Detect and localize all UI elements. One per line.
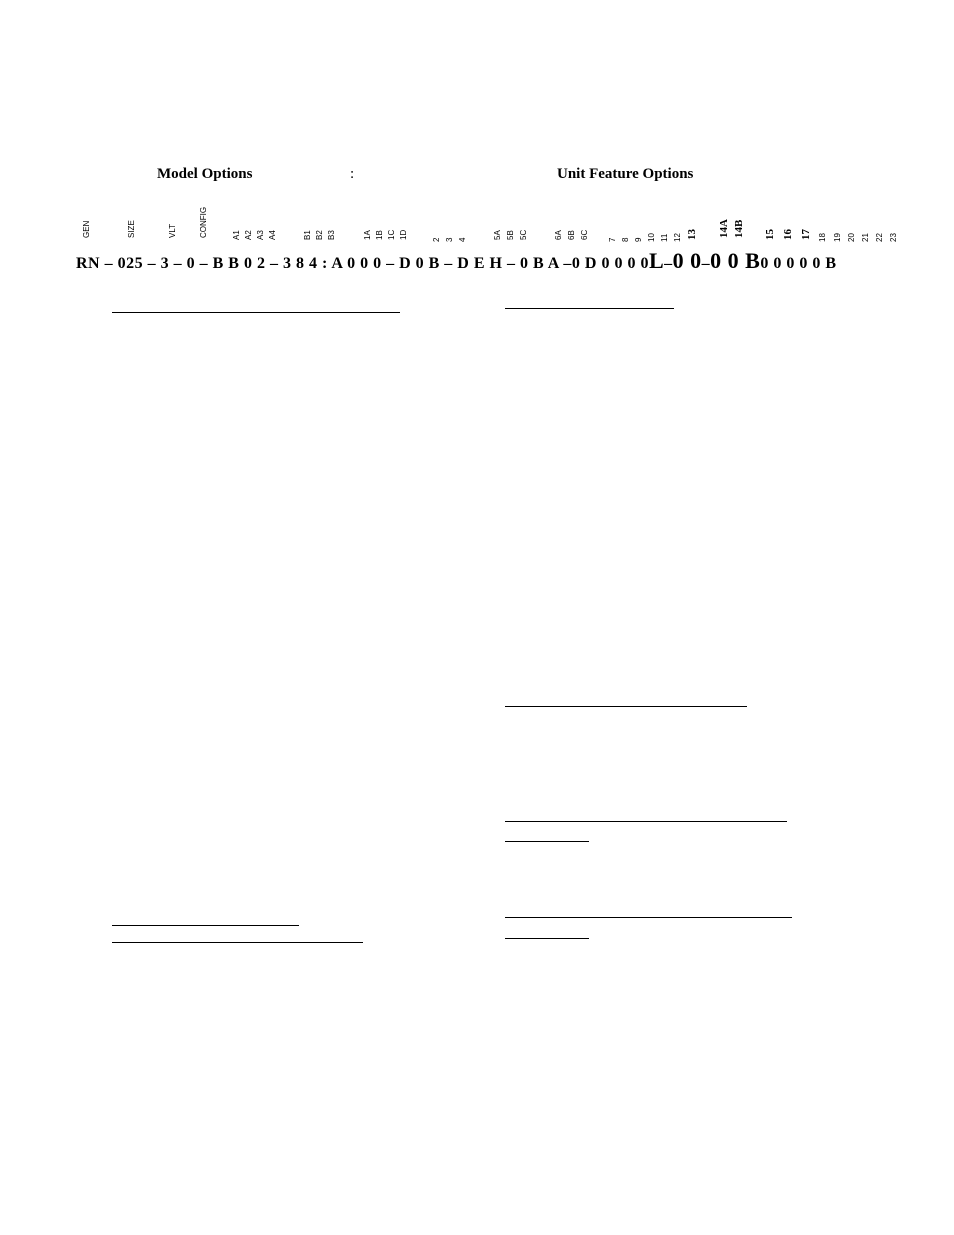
label-b2: B2 [315, 230, 324, 240]
header-unit-feature-options: Unit Feature Options [557, 166, 694, 182]
label-1d: 1D [399, 229, 408, 240]
label-1b: 1B [375, 230, 384, 240]
header-model-options: Model Options [157, 166, 253, 182]
underline-rule [505, 706, 747, 707]
code-part-6: 0 0 B [710, 248, 761, 273]
label-10: 10 [647, 233, 656, 242]
label-gen: GEN [82, 220, 91, 238]
label-b1: B1 [303, 230, 312, 240]
label-9: 9 [634, 237, 643, 242]
label-a2: A2 [244, 230, 253, 240]
label-14a: 14A [718, 219, 730, 238]
label-6a: 6A [554, 230, 563, 240]
underline-rule [505, 841, 589, 842]
header-separator: : [350, 166, 355, 182]
label-15: 15 [764, 229, 776, 240]
label-6b: 6B [567, 230, 576, 240]
label-1a: 1A [363, 230, 372, 240]
label-6c: 6C [580, 229, 589, 240]
label-8: 8 [621, 237, 630, 242]
label-21: 21 [861, 233, 870, 242]
label-5b: 5B [506, 230, 515, 240]
label-a4: A4 [268, 230, 277, 240]
label-a3: A3 [256, 230, 265, 240]
underline-rule [505, 917, 792, 918]
label-11: 11 [660, 233, 669, 242]
label-19: 19 [833, 233, 842, 242]
label-23: 23 [889, 233, 898, 242]
label-vlt: VLT [168, 223, 177, 238]
underline-rule [505, 938, 589, 939]
underline-rule [112, 942, 363, 943]
label-5a: 5A [493, 230, 502, 240]
underline-rule [112, 925, 299, 926]
label-config: CONFIG [199, 206, 208, 238]
underline-rule [505, 821, 787, 822]
label-20: 20 [847, 233, 856, 242]
label-a1: A1 [232, 230, 241, 240]
code-part-4: 0 0 [672, 248, 702, 273]
label-4: 4 [458, 237, 467, 242]
label-16: 16 [782, 229, 794, 240]
label-14b: 14B [733, 219, 745, 238]
code-part-5: – [701, 255, 711, 272]
underline-rule [505, 308, 674, 309]
label-17: 17 [800, 229, 812, 240]
code-part-3: – [664, 255, 673, 272]
underline-rule [112, 312, 400, 313]
code-part-2: L [648, 248, 665, 273]
label-13: 13 [686, 229, 698, 240]
label-size: SIZE [127, 220, 136, 238]
code-part-1: RN – 025 – 3 – 0 – B B 0 2 – 3 8 4 : A 0 0 0 – D 0 B – D E H – 0 B A –0 D 0 0 0 0 [76, 255, 649, 272]
label-3: 3 [445, 237, 454, 242]
label-1c: 1C [387, 229, 396, 240]
label-b3: B3 [327, 230, 336, 240]
label-2: 2 [432, 237, 441, 242]
code-part-7: 0 0 0 0 0 B [760, 255, 837, 272]
label-18: 18 [818, 233, 827, 242]
label-12: 12 [673, 233, 682, 242]
label-22: 22 [875, 233, 884, 242]
model-number-code [76, 248, 837, 274]
label-7: 7 [608, 237, 617, 242]
label-5c: 5C [519, 229, 528, 240]
